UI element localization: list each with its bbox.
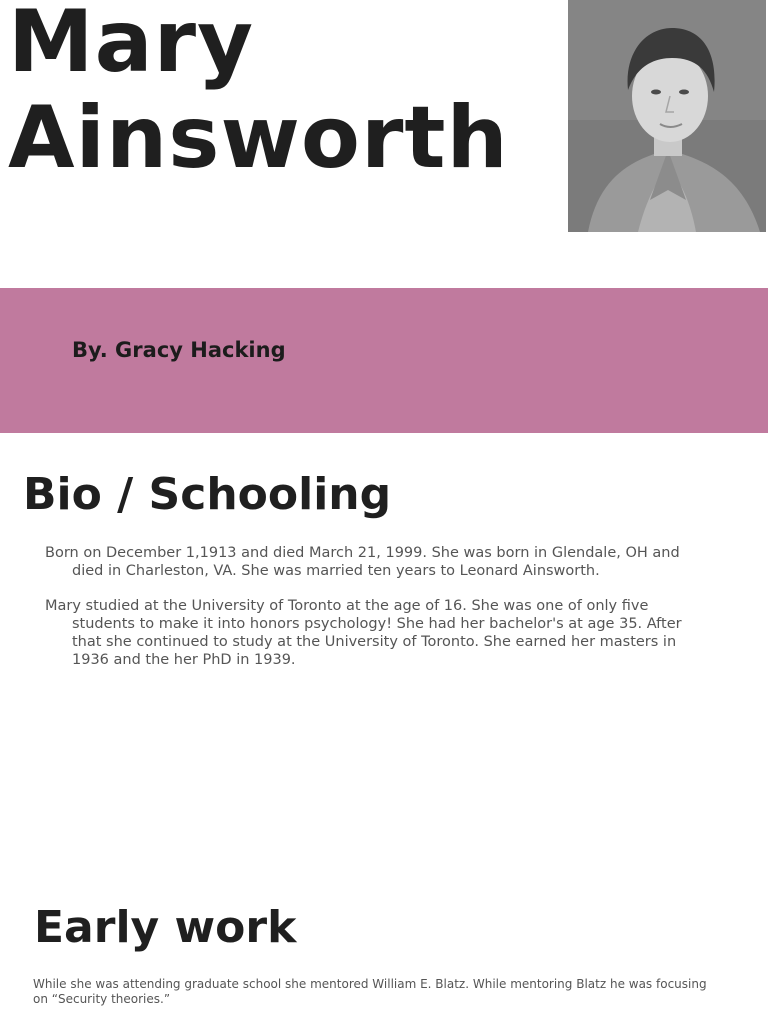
bio-paragraph-1: Born on December 1,1913 and died March 21, 1999. She was born in Glendale, OH and died in Charleston, VA. She was married ten years to Leonard Ainsworth. — [45, 545, 680, 579]
bio-section — [45, 544, 710, 686]
portrait-illustration — [568, 0, 766, 232]
author-byline: By. Gracy Hacking — [72, 338, 286, 362]
bio-paragraph-2: Mary studied at the University of Toronto at the age of 16. She was one of only five students to make it into honors psychology! She had her bachelor's at age 35. After that she continued to study at the University of Toronto. She earned her masters in 1936 and the her PhD in 1939. — [45, 598, 682, 668]
page-title — [8, 0, 509, 186]
early-work-heading: Early work — [34, 902, 297, 953]
portrait-photo — [568, 0, 766, 232]
early-work-text: While she was attending graduate school she mentored William E. Blatz. While mentoring Blatz he was focusing on “Security theories.” — [33, 977, 707, 1006]
title-line-1: Mary — [8, 0, 255, 92]
bio-heading: Bio / Schooling — [23, 469, 392, 520]
title-line-2: Ainsworth — [8, 88, 509, 188]
